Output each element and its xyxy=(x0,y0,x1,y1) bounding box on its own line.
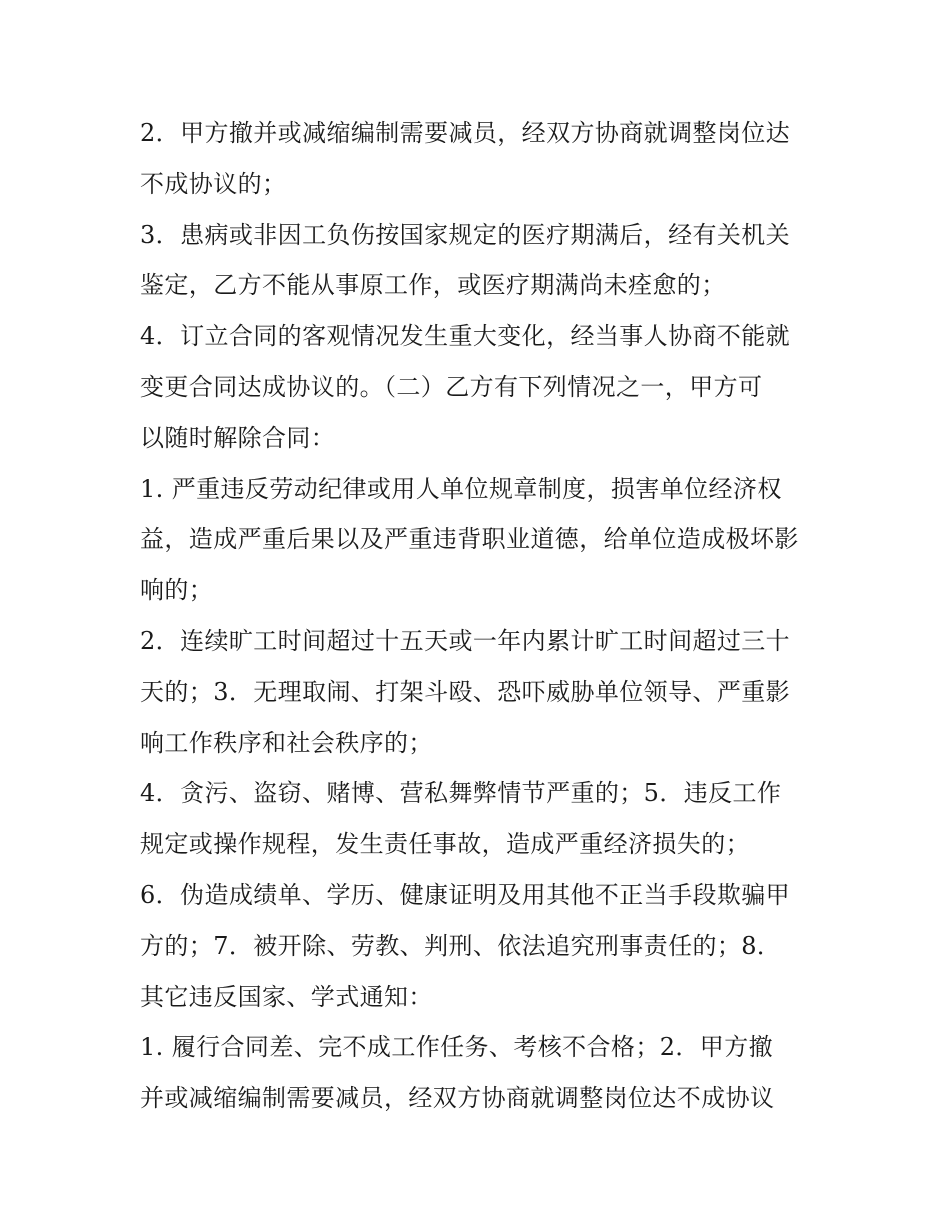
text-line: 2．甲方撤并或减缩编制需要减员，经双方协商就调整岗位达 xyxy=(140,119,791,147)
text-line: 2．连续旷工时间超过十五天或一年内累计旷工时间超过三十 xyxy=(140,626,791,655)
text-line: 以随时解除合同： xyxy=(140,423,336,452)
text-line: 6．伪造成绩单、学历、健康证明及用其他不正当手段欺骗甲 xyxy=(140,880,791,909)
text-line: 并或减缩编制需要减员，经双方协商就调整岗位达不成协议 xyxy=(140,1084,775,1113)
text-line: 4．贪污、盗窃、赌博、营私舞弊情节严重的；5．违反工作 xyxy=(140,779,782,808)
text-line: 响工作秩序和社会秩序的； xyxy=(140,728,433,757)
text-line: 1. 履行合同差、完不成工作任务、考核不合格；2．甲方撤 xyxy=(140,1033,773,1062)
text-line: 规定或操作规程，发生责任事故，造成严重经济损失的； xyxy=(140,830,750,859)
text-line: 其它违反国家、学式通知： xyxy=(140,982,433,1011)
text-line: 3．患病或非因工负伤按国家规定的医疗期满后，经有关机关 xyxy=(140,220,791,249)
text-line: 益，造成严重后果以及严重违背职业道德，给单位造成极坏影 xyxy=(140,525,799,554)
text-line: 不成协议的； xyxy=(140,169,287,198)
text-line: 鉴定，乙方不能从事原工作，或医疗期满尚未痊愈的； xyxy=(140,271,726,300)
text-line: 方的；7．被开除、劳教、判刑、依法追究刑事责任的；8． xyxy=(140,931,782,960)
text-line: 响的； xyxy=(140,576,214,605)
text-line: 天的；3．无理取闹、打架斗殴、恐吓威胁单位领导、严重影 xyxy=(140,677,791,706)
text-line: 4．订立合同的客观情况发生重大变化，经当事人协商不能就 xyxy=(140,322,791,351)
text-line: 变更合同达成协议的。（二）乙方有下列情况之一，甲方可 xyxy=(140,372,763,401)
document-body xyxy=(140,108,820,1124)
text-line: 1. 严重违反劳动纪律或用人单位规章制度，损害单位经济权 xyxy=(140,474,782,503)
